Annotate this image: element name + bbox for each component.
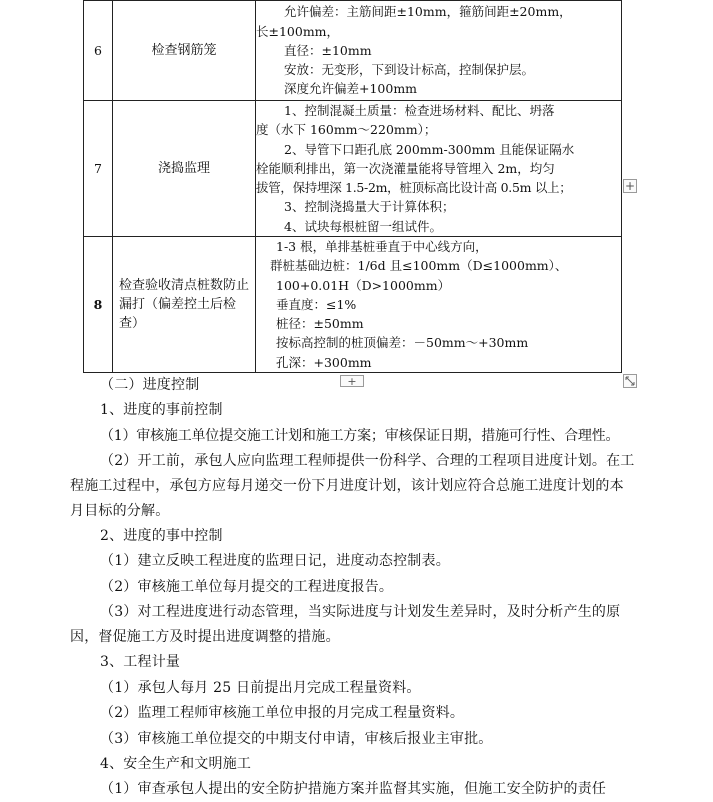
desc-line: 栓能顺利排出，第一次浇灌量能将导管埋入 2m，均匀 [256, 160, 555, 176]
item-name: 浇捣监理 [113, 101, 256, 237]
desc-line: 群桩基础边桩：1/6d 且≤100mm（D≤1000mm）、 [270, 258, 568, 274]
row-number: 8 [84, 237, 113, 373]
paragraph: （2）开工前，承包人应向监理工程师提供一份科学、合理的工程项目进度计划。在工程施工过程中，承包方应每月递交一份下月进度计划，该计划应符合总施工进度计划的本月目标的分解。 [70, 453, 635, 519]
desc-line: 垂直度：≤1% [276, 296, 357, 312]
desc-line: 允许偏差：主筋间距±10mm，箍筋间距±20mm， [284, 4, 572, 20]
desc-line: 深度允许偏差+100mm [284, 81, 418, 97]
spec-table[interactable] [83, 0, 622, 373]
row-number: 6 [84, 1, 113, 101]
desc-line: 度（水下 160mm～220mm）； [256, 122, 437, 138]
desc-line: 桩径：±50mm [276, 316, 364, 332]
row-number: 7 [84, 101, 113, 237]
paragraph: （1）承包人每月 25 日前提出月完成工程量资料。 [100, 680, 421, 696]
item-description[interactable] [256, 101, 622, 237]
paragraph: （1）建立反映工程进度的监理日记，进度动态控制表。 [100, 553, 450, 569]
desc-line: 拔管，保持埋深 1.5-2m，桩顶标高比设计高 0.5m 以上； [256, 180, 572, 196]
table-row [84, 237, 622, 373]
item-name: 检查验收清点桩数防止漏打（偏差控土后检查） [113, 237, 256, 373]
section-title: （二）进度控制 [100, 377, 200, 393]
table-row [84, 1, 622, 101]
desc-line: 按标高控制的桩顶偏差：－50mm～+30mm [276, 335, 529, 351]
desc-line: 安放：无变形，下到设计标高，控制保护层。 [284, 62, 535, 78]
paragraph: （2）审核施工单位每月提交的工程进度报告。 [100, 579, 394, 595]
desc-line: 长±100mm， [256, 23, 340, 39]
subheading: 1、进度的事前控制 [100, 402, 223, 418]
desc-line: 孔深：+300mm [276, 354, 372, 370]
add-row-handle[interactable]: + [340, 375, 364, 387]
desc-line: 直径：±10mm [284, 42, 372, 58]
desc-line: 4、试块每根桩留一组试件。 [284, 218, 442, 234]
table-row [84, 101, 622, 237]
paragraph: （1）审查承包人提出的安全防护措施方案并监督其实施，但施工安全防护的责任 [100, 781, 607, 797]
subheading: 2、进度的事中控制 [100, 528, 223, 544]
item-description[interactable] [256, 1, 622, 101]
item-name: 检查钢筋笼 [113, 1, 256, 101]
desc-line: 1、控制混凝土质量：检查进场材料、配比、坍落 [284, 103, 555, 119]
paragraph: （1）审核施工单位提交施工计划和施工方案；审核保证日期，措施可行性、合理性。 [100, 428, 620, 444]
desc-line: 100+0.01H（D>1000mm） [276, 277, 451, 293]
subheading: 4、安全生产和文明施工 [100, 756, 252, 772]
item-description[interactable] [256, 237, 622, 373]
paragraph: （2）监理工程师审核施工单位申报的月完成工程量资料。 [100, 705, 465, 721]
desc-line: 2、导管下口距孔底 200mm-300mm 且能保证隔水 [284, 141, 575, 157]
paragraph: （3）对工程进度进行动态管理，当实际进度与计划发生差异时，及时分析产生的原因，督促施工方及时提出进度调整的措施。 [70, 604, 621, 645]
desc-line: 3、控制浇捣量大于计算体积； [284, 199, 455, 215]
paragraph: （3）审核施工单位提交的中期支付申请，审核后报业主审批。 [100, 731, 493, 747]
subheading: 3、工程计量 [100, 654, 181, 670]
add-column-handle[interactable]: + [624, 179, 636, 193]
desc-line: 1-3 根，单排基桩垂直于中心线方向， [276, 239, 488, 255]
